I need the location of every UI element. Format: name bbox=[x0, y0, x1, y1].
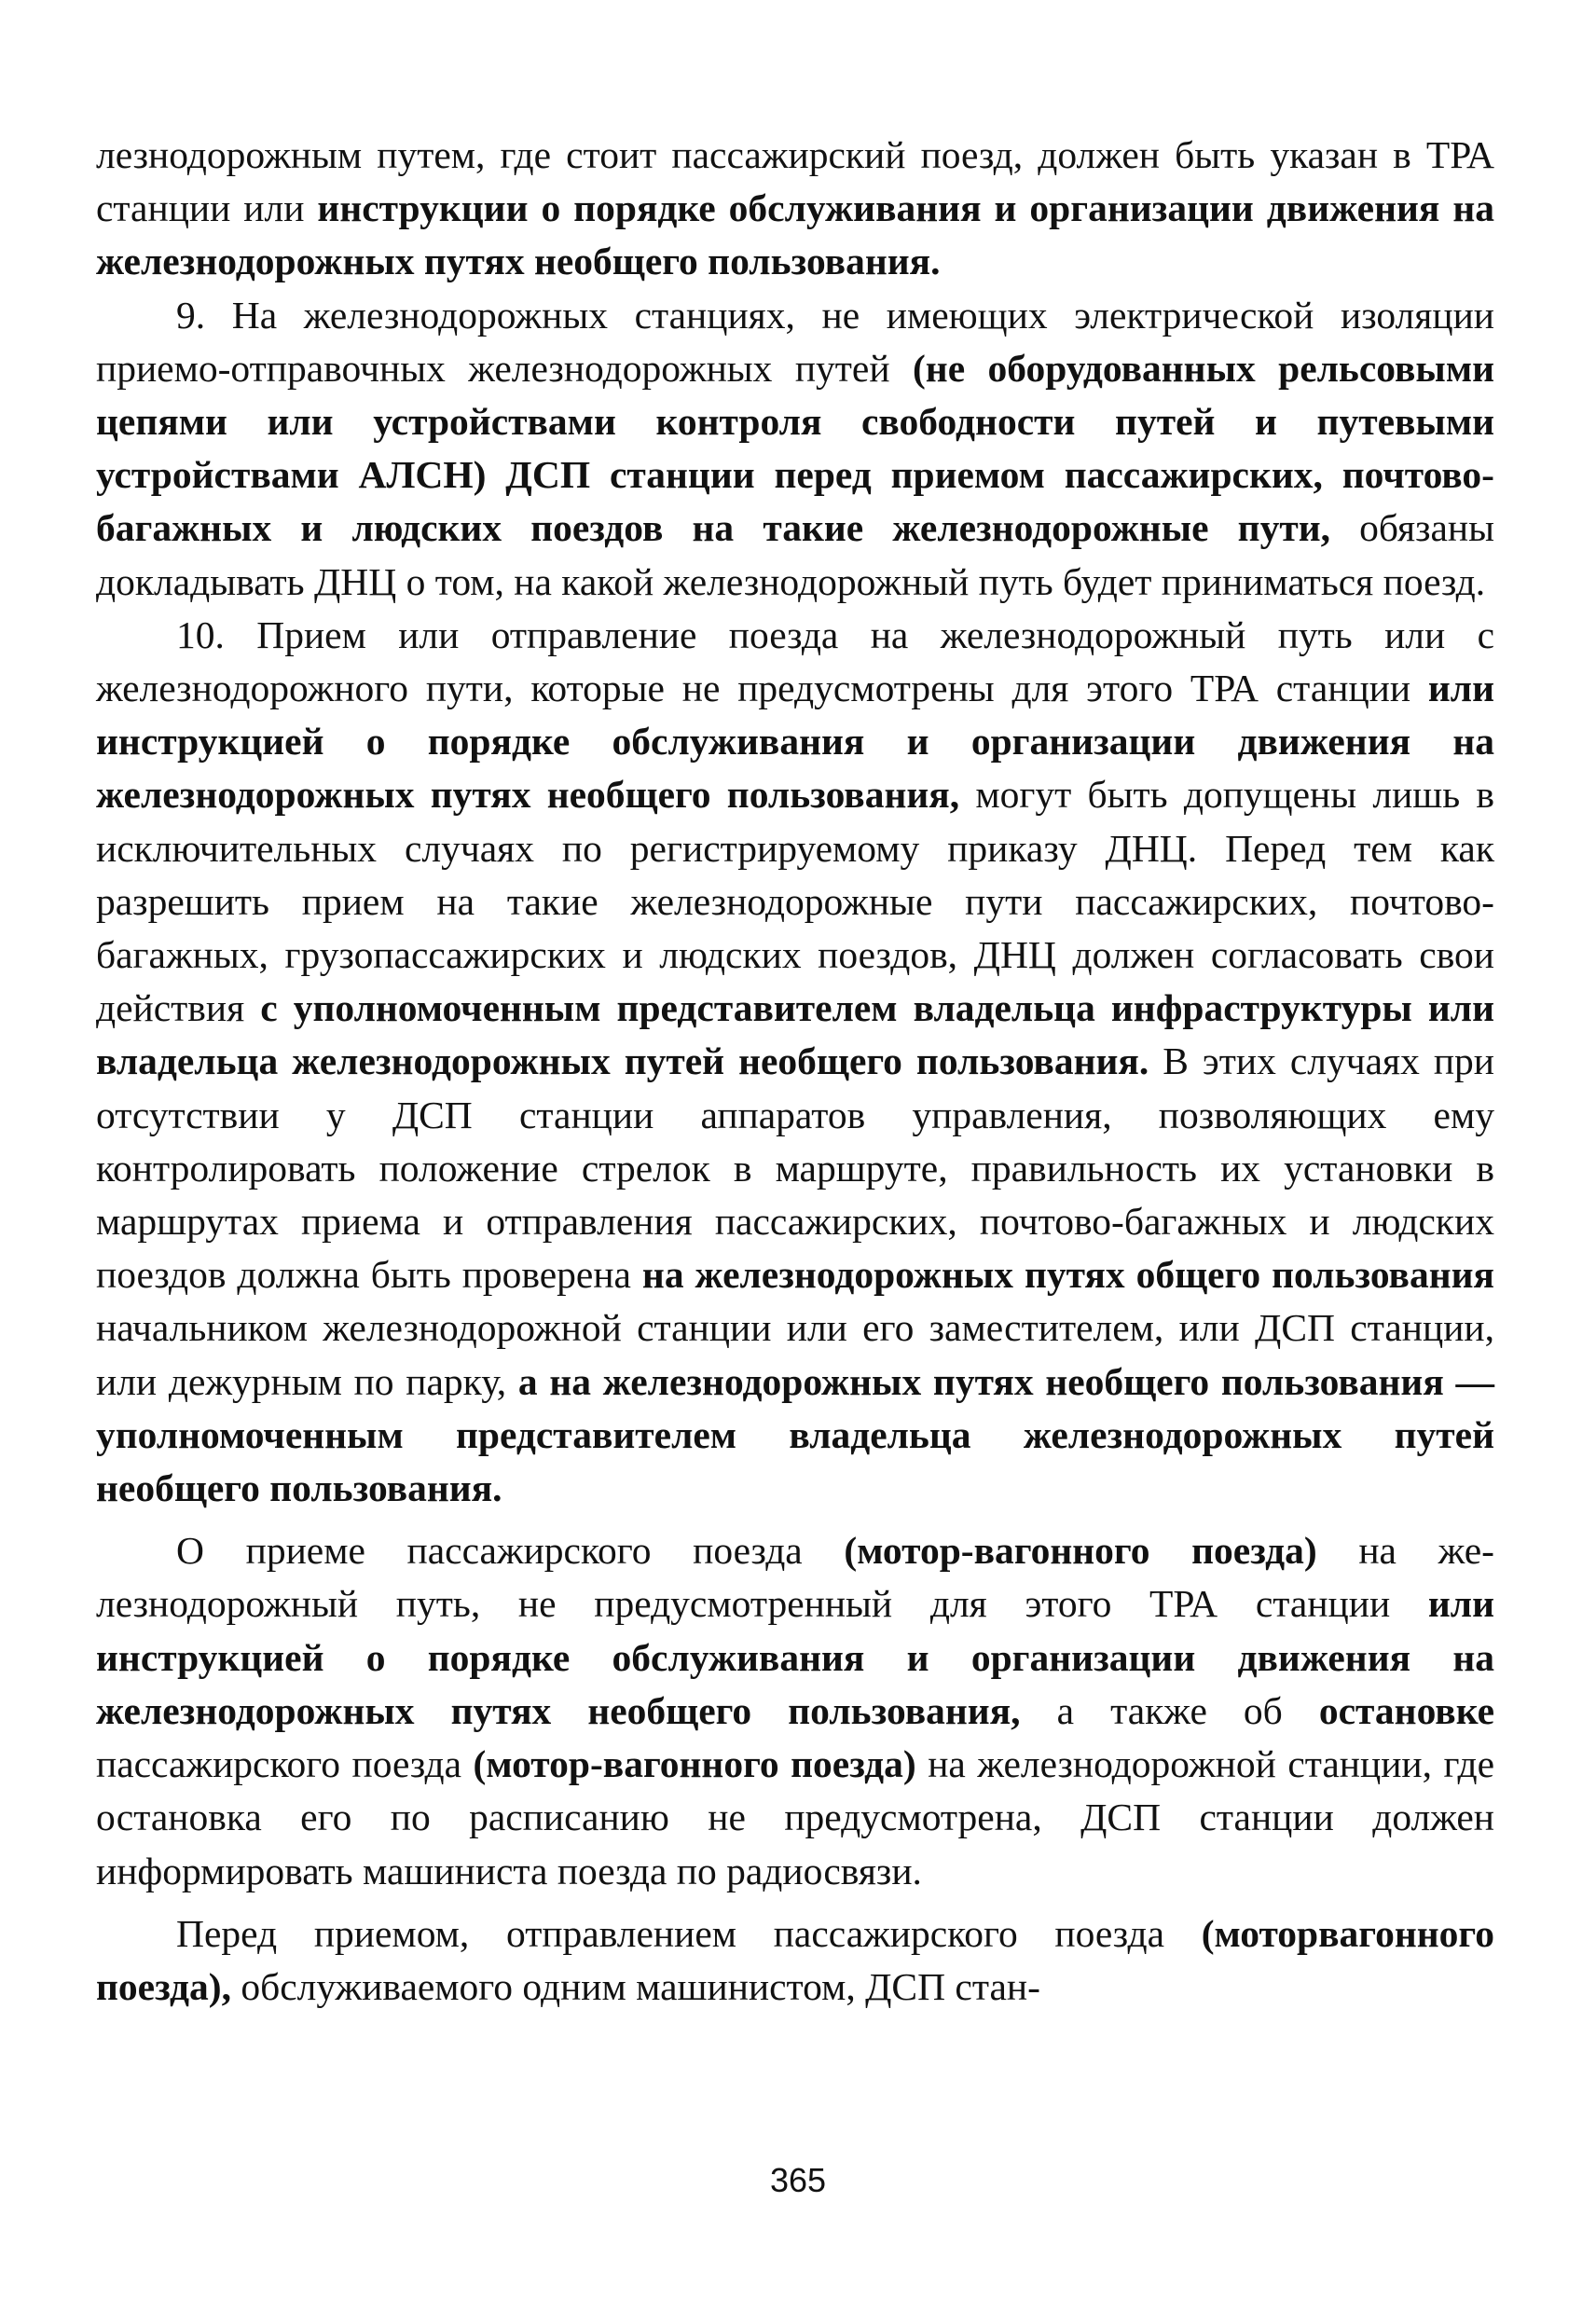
text-run: обслуживаемого одним машинистом, ДСП стан- bbox=[230, 1964, 1040, 2008]
bold-text-run: на железнодорожных путях общего пользования bbox=[641, 1253, 1494, 1297]
bold-text-run: (моторвагонного поезда), bbox=[96, 1911, 1494, 2008]
bold-text-run: (не оборудованных рельсовыми цепями или устройствами контроля свободности путей и путевыми устройствами АЛСН) ДСП станции перед приемом пассажирских, почтово-багажных и людских поездов на такие железнодорожные пути, bbox=[96, 346, 1494, 550]
text-run: начальником железнодорожной станции или его заместителем, или ДСП станции, или дежурным по парку, bbox=[96, 1306, 1494, 1403]
bold-text-run: (мотор-вагонного поезда) bbox=[844, 1529, 1317, 1573]
paragraph-single-driver bbox=[96, 1907, 1494, 2014]
bold-text-run: а на железнодорожных путях необщего пользования — уполномоченным представителем владельца железнодорожных путей необщего пользования. bbox=[96, 1359, 1494, 1510]
text-run: лезнодорожным путем, где стоит пассажирский поезд, должен быть указан в ТРА станции или bbox=[96, 133, 1494, 230]
paragraph-item-9 bbox=[96, 289, 1494, 609]
page-number: 365 bbox=[769, 2161, 827, 2199]
text-run: 10. Прием или отправление поезда на железнодорожный путь или с железнодорожного пути, которые не предусмотрены для этого ТРА станции bbox=[96, 612, 1494, 710]
bold-text-run: или инструкцией о порядке обслуживания и организации движения на железнодорожных путях необщего пользования, bbox=[96, 1582, 1494, 1732]
paragraph-item-10 bbox=[96, 609, 1494, 1515]
text-run: на железнодорожный путь, не предусмотренный для этого ТРА станции bbox=[96, 1529, 1494, 1626]
paragraph-continuation bbox=[96, 129, 1494, 289]
text-run: 9. На железнодорожных станциях, не имеющих электрической изоляции приемо-отправочных железнодорожных путей bbox=[96, 293, 1494, 390]
text-run: В этих случаях при отсутствии у ДСП станции аппаратов управления, позволяющих ему контролировать положение стрелок в маршруте, правильность их установки в маршрутах приема и отправления пассажирских, почтово-багажных и людских поездов должна быть проверена bbox=[96, 1039, 1494, 1297]
document-page bbox=[96, 129, 1494, 2014]
text-run: Перед приемом, отправлением пассажирского поезда bbox=[176, 1911, 1202, 1955]
paragraph-passenger-train-reception bbox=[96, 1524, 1494, 1897]
text-run: обязаны докладывать ДНЦ о том, на какой железнодорожный путь будет приниматься поезд. bbox=[96, 506, 1495, 603]
bold-text-run: инструкции о порядке обслуживания и организации движения на железнодорожных путях необщего пользования. bbox=[96, 186, 1494, 283]
bold-text-run: с уполномоченным представителем владельца инфраструктуры или владельца железнодорожных путей необщего пользования. bbox=[96, 986, 1494, 1083]
text-run: могут быть допущены лишь в исключительных случаях по регистрируемому приказу ДНЦ. Перед тем как разрешить прием на такие железнодорожные пути пассажирских, почтово-багажных, грузопассажирских и людских поездов, ДНЦ должен согласовать свои действия bbox=[96, 773, 1495, 1030]
bold-text-run: остановке bbox=[1318, 1688, 1494, 1732]
text-run: на железнодорожной станции, где остановка его по расписанию не предусмотрена, ДСП станции должен информировать машиниста поезда по радиосвязи. bbox=[96, 1742, 1494, 1892]
text-run: О приеме пассажирского поезда bbox=[176, 1529, 845, 1573]
text-run: пассажирского поезда bbox=[96, 1742, 474, 1786]
text-run: а также об bbox=[1020, 1688, 1319, 1732]
bold-text-run: или инструкцией о порядке обслуживания и организации движения на железнодорожных путях необщего пользования, bbox=[96, 667, 1494, 817]
bold-text-run: (мотор-вагонного поезда) bbox=[473, 1742, 916, 1786]
